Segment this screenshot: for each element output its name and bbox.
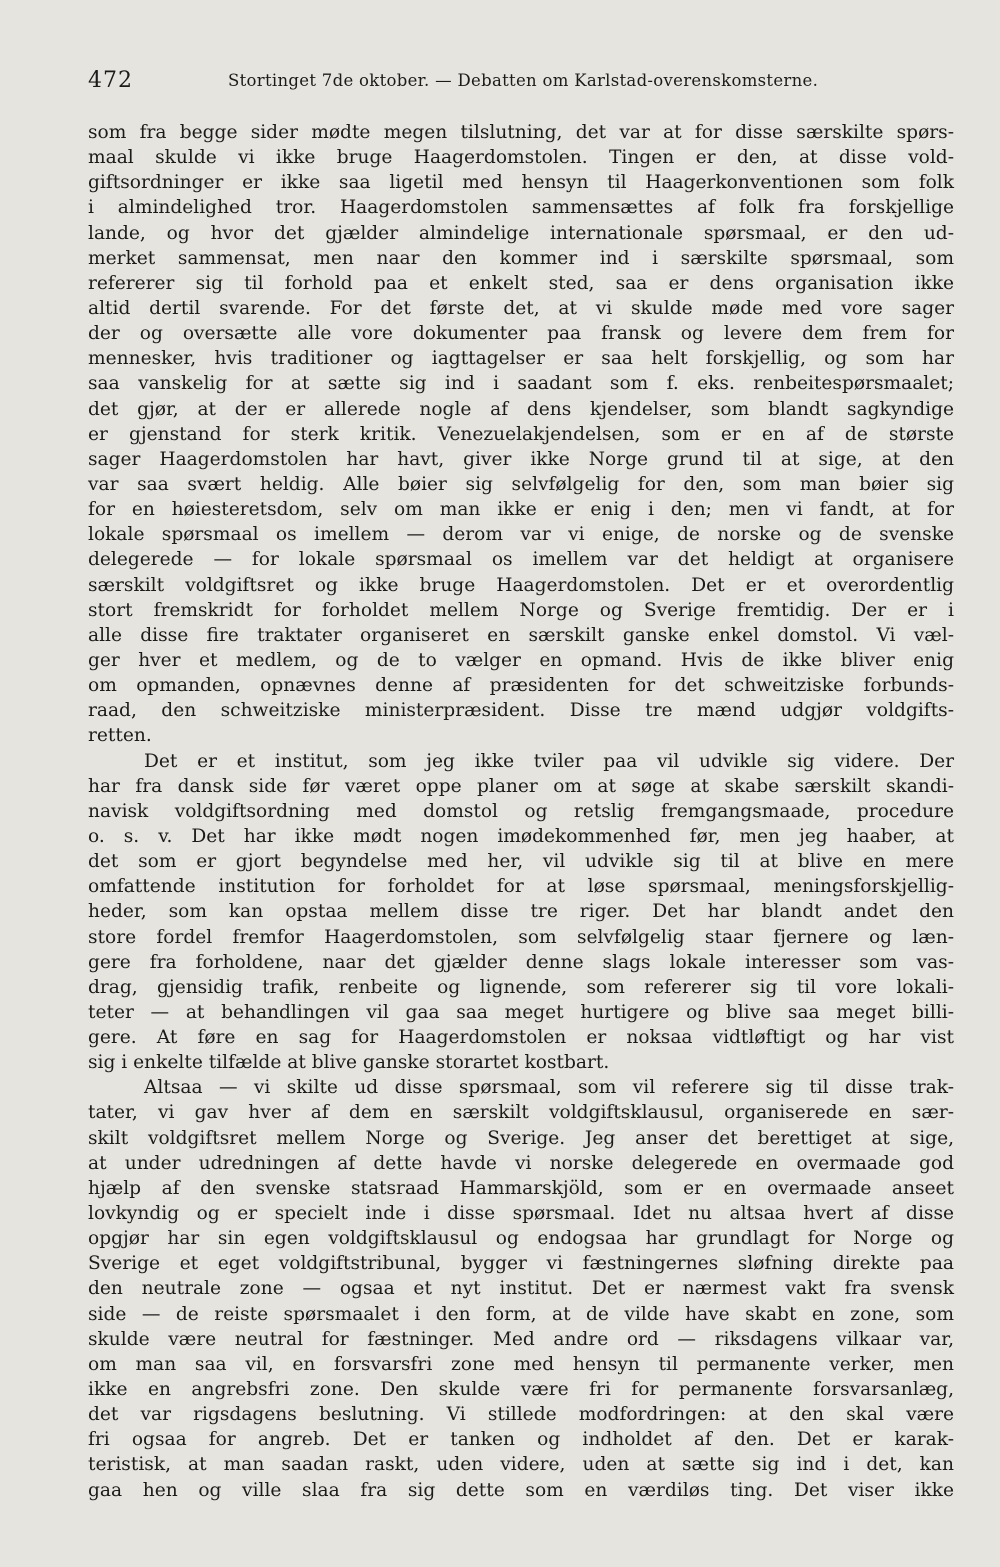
text-line: delegerede — for lokale spørsmaal os imellem var det heldigt at organisere: [88, 549, 954, 571]
text-line: merket sammensat, men naar den kommer ind i særskilte spørsmaal, som: [88, 247, 954, 269]
text-line: fri ogsaa for angreb. Det er tanken og indholdet af den. Det er karak-: [88, 1429, 954, 1451]
text-line: gaa hen og ville slaa fra sig dette som en værdiløs ting. Det viser ikke: [88, 1479, 954, 1501]
text-line: drag, gjensidig trafik, renbeite og lignende, som refererer sig til vore lokali-: [88, 976, 954, 998]
text-line: den neutrale zone — ogsaa et nyt institut. Det er nærmest vakt fra svensk: [88, 1278, 954, 1300]
text-line: stort fremskridt for forholdet mellem Norge og Sverige fremtidig. Der er i: [88, 599, 954, 621]
text-line: ger hver et medlem, og de to vælger en opmand. Hvis de ikke bliver enig: [88, 649, 954, 671]
text-line: maal skulde vi ikke bruge Haagerdomstolen. Tingen er den, at disse vold-: [88, 147, 954, 169]
text-line: er gjenstand for sterk kritik. Venezuelakjendelsen, som er en af de største: [88, 423, 954, 445]
text-line: om opmanden, opnævnes denne af præsidenten for det schweitziske forbunds-: [88, 675, 954, 697]
text-line: side — de reiste spørsmaalet i den form, at de vilde have skabt en zone, som: [88, 1303, 954, 1325]
text-line: i almindelighed tror. Haagerdomstolen sammensættes af folk fra forskjellige: [88, 197, 954, 219]
paragraph-start-line: Altsaa — vi skilte ud disse spørsmaal, som vil referere sig til disse trak-: [144, 1077, 954, 1099]
text-line: hjælp af den svenske statsraad Hammarskjöld, som er en overmaade anseet: [88, 1177, 954, 1199]
text-line: opgjør har sin egen voldgiftsklausul og endogsaa har grundlagt for Norge og: [88, 1228, 954, 1250]
paragraph-end-line: sig i enkelte tilfælde at blive ganske storartet kostbart.: [88, 1052, 610, 1074]
text-line: det gjør, at der er allerede nogle af dens kjendelser, som blandt sagkyndige: [88, 398, 954, 420]
text-line: at under udredningen af dette havde vi norske delegerede en overmaade god: [88, 1152, 954, 1174]
text-line: var saa svært heldig. Alle bøier sig selvfølgelig for den, som man bøier sig: [88, 473, 954, 495]
text-line: mennesker, hvis traditioner og iagttagelser er saa helt forskjellig, og som har: [88, 348, 954, 370]
text-line: som fra begge sider mødte megen tilslutning, det var at for disse særskilte spørs-: [88, 122, 954, 143]
text-line: tater, vi gav hver af dem en særskilt voldgiftsklausul, organiserede en sær-: [88, 1102, 954, 1124]
text-line: store fordel fremfor Haagerdomstolen, som selvfølgelig staar fjernere og læn-: [88, 926, 954, 948]
text-line: omfattende institution for forholdet for at løse spørsmaal, meningsforskjellig-: [88, 876, 954, 898]
text-line: om man saa vil, en forsvarsfri zone med hensyn til permanente verker, men: [88, 1353, 954, 1375]
text-line: det var rigsdagens beslutning. Vi stillede modfordringen: at den skal være: [88, 1404, 954, 1426]
text-line: Sverige et eget voldgiftstribunal, bygger vi fæstningernes sløfning direkte paa: [88, 1253, 954, 1275]
text-line: ikke en angrebsfri zone. Den skulde være fri for permanente forsvarsanlæg,: [88, 1379, 954, 1401]
text-line: saa vanskelig for at sætte sig ind i saadant som f. eks. renbeitespørsmaalet;: [88, 373, 954, 395]
text-line: skilt voldgiftsret mellem Norge og Sverige. Jeg anser det berettiget at sige,: [88, 1127, 954, 1149]
text-line: giftsordninger er ikke saa ligetil med hensyn til Haagerkonventionen som folk: [88, 172, 954, 194]
paragraph-end-line: retten.: [88, 725, 152, 747]
text-line: gere fra forholdene, naar det gjælder denne slags lokale interesser som vas-: [88, 951, 954, 973]
text-line: lovkyndig og er specielt inde i disse spørsmaal. Idet nu altsaa hvert af disse: [88, 1203, 954, 1225]
text-line: lande, og hvor det gjælder almindelige internationale spørsmaal, er den ud-: [88, 222, 954, 244]
running-head: Stortinget 7de oktober. — Debatten om Karlstad-overenskomsterne.: [228, 71, 819, 90]
text-line: sager Haagerdomstolen har havt, giver ikke Norge grund til at sige, at den: [88, 448, 954, 470]
text-line: skulde være neutral for fæstninger. Med andre ord — riksdagens vilkaar var,: [88, 1328, 954, 1350]
text-line: lokale spørsmaal os imellem — derom var vi enige, de norske og de svenske: [88, 524, 954, 546]
text-line: o. s. v. Det har ikke mødt nogen imødekommenhed før, men jeg haaber, at: [88, 825, 954, 847]
page-header: [88, 68, 958, 98]
page-number: 472: [88, 68, 133, 93]
text-line: altid dertil svarende. For det første det, at vi skulde møde med vore sager: [88, 297, 954, 319]
text-line: teristisk, at man saadan raskt, uden videre, uden at sætte sig ind i det, kan: [88, 1454, 954, 1476]
text-line: det som er gjort begyndelse med her, vil udvikle sig til at blive en mere: [88, 851, 954, 873]
text-line: der og oversætte alle vore dokumenter paa fransk og levere dem frem for: [88, 323, 954, 345]
text-line: navisk voldgiftsordning med domstol og retslig fremgangsmaade, procedure: [88, 800, 954, 822]
text-line: raad, den schweitziske ministerpræsident. Disse tre mænd udgjør voldgifts-: [88, 700, 954, 722]
body-text: [88, 120, 954, 1503]
paragraph-start-line: Det er et institut, som jeg ikke tviler paa vil udvikle sig videre. Der: [144, 750, 954, 772]
text-line: gere. At føre en sag for Haagerdomstolen er noksaa vidtløftigt og har vist: [88, 1027, 954, 1049]
text-line: teter — at behandlingen vil gaa saa meget hurtigere og blive saa meget billi-: [88, 1001, 954, 1023]
text-line: heder, som kan opstaa mellem disse tre riger. Det har blandt andet den: [88, 901, 954, 923]
text-line: har fra dansk side før været oppe planer om at søge at skabe særskilt skandi-: [88, 775, 954, 797]
text-line: særskilt voldgiftsret og ikke bruge Haagerdomstolen. Det er et overordentlig: [88, 574, 954, 596]
text-line: refererer sig til forhold paa et enkelt sted, saa er dens organisation ikke: [88, 272, 954, 294]
text-line: alle disse fire traktater organiseret en særskilt ganske enkel domstol. Vi væl-: [88, 624, 954, 646]
text-line: for en høiesteretsdom, selv om man ikke er enig i den; men vi fandt, at for: [88, 499, 954, 521]
